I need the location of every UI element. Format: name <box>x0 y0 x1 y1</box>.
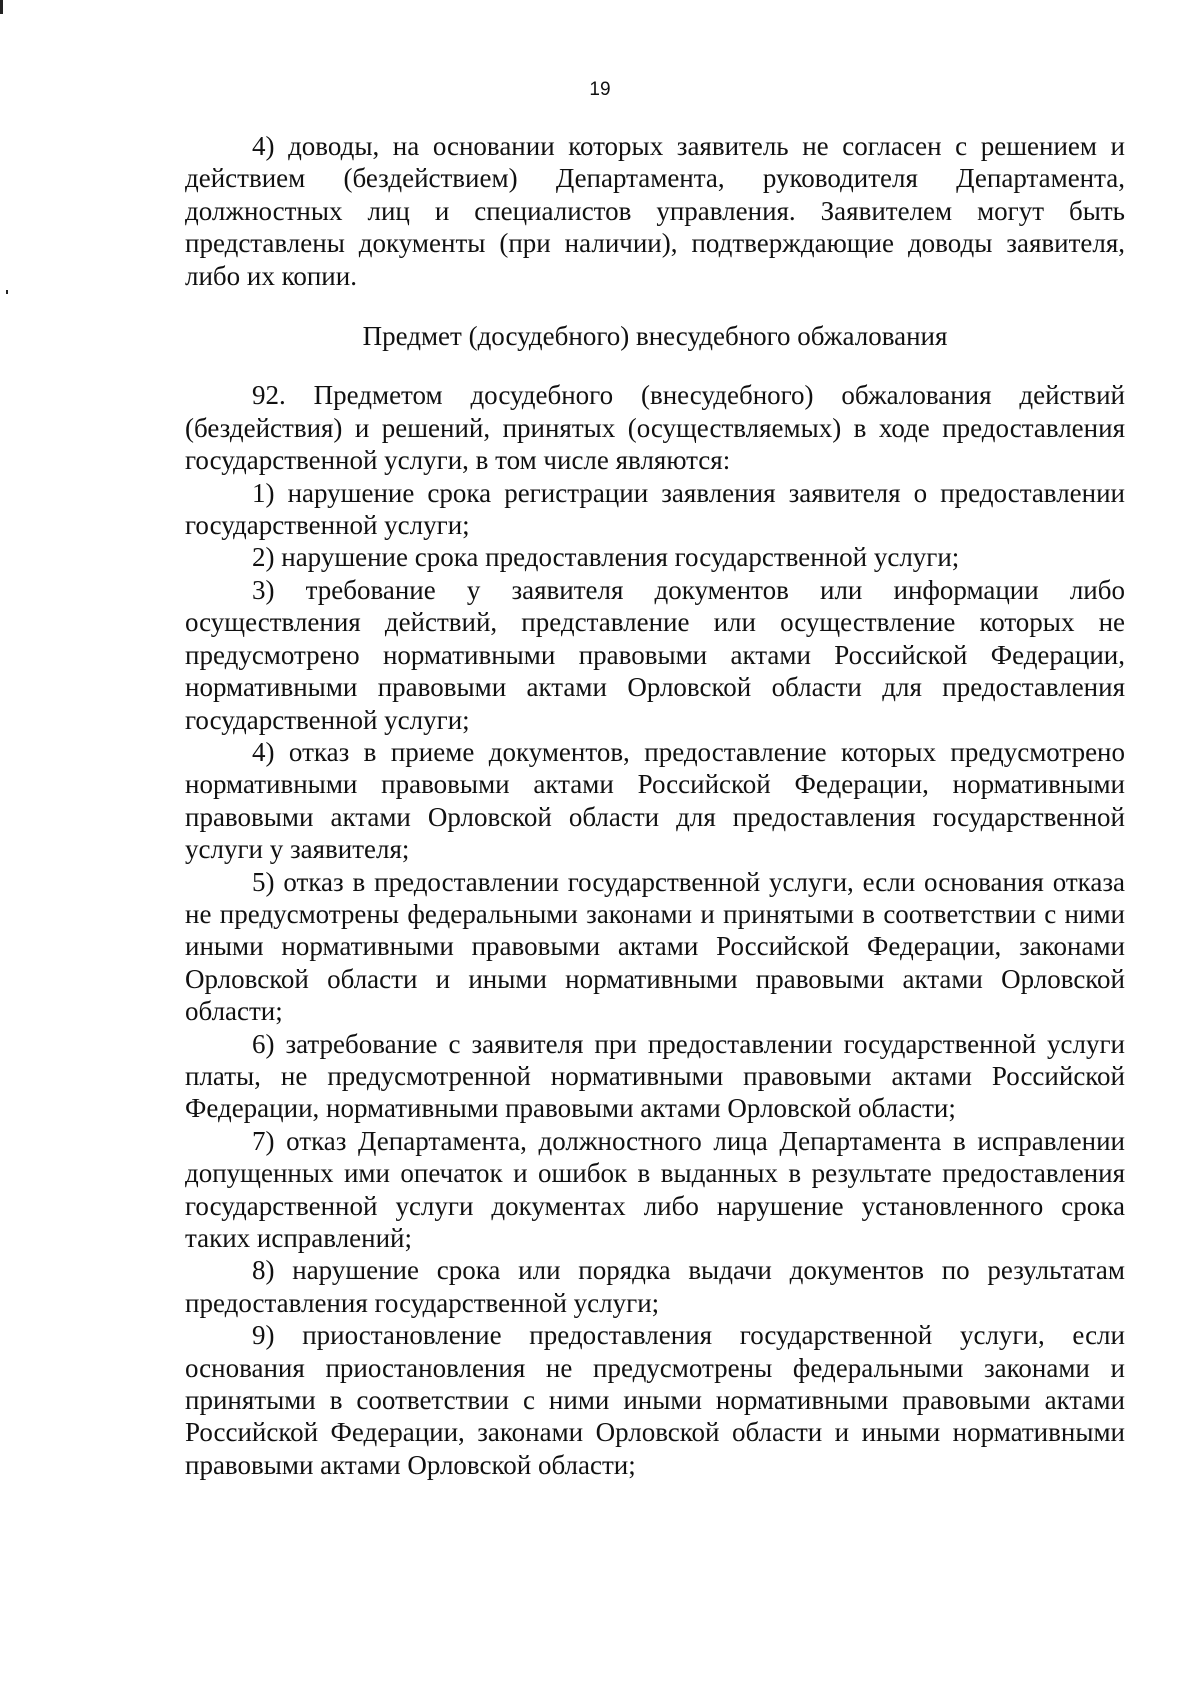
list-item-5: 5) отказ в предоставлении государственной услуги, если основания отказа не предусмотрены федеральными законами и принятыми в соответствии с ними иными нормативными правовыми актами Российской Федерации, законами Орловской области и иными нормативными правовыми актами Орловской области; <box>185 866 1125 1027</box>
list-item-3: 3) требование у заявителя документов или информации либо осуществления действий, представление или осуществление которых не предусмотрено нормативными правовыми актами Российской Федерации, нормативными правовыми актами Орловской области для предоставления государственной услуги; <box>185 574 1125 735</box>
list-item-9: 9) приостановление предоставления государственной услуги, если основания приостановления не предусмотрены федеральными законами и принятыми в соответствии с ними иными нормативными правовыми актами Российской Федерации, законами Орловской области и иными нормативными правовыми актами Орловской области; <box>185 1320 1125 1480</box>
page-number: 19 <box>589 79 611 100</box>
list-item-4: 4) отказ в приеме документов, предоставление которых предусмотрено нормативными правовыми актами Российской Федерации, нормативными правовыми актами Орловской области для предоставления государственной услуги у заявителя; <box>185 736 1125 865</box>
scan-artifact-mark <box>0 0 3 14</box>
document-body <box>185 130 1125 1481</box>
list-item-7: 7) отказ Департамента, должностного лица Департамента в исправлении допущенных ими опечаток и ошибок в выданных в результате предоставления государственной услуги документах либо нарушение установленного срока таких исправлений; <box>185 1125 1125 1253</box>
paragraph-92: 92. Предметом досудебного (внесудебного) обжалования действий (бездействия) и решений, принятых (осуществляемых) в ходе предоставления государственной услуги, в том числе являются: <box>185 380 1125 476</box>
list-item-8: 8) нарушение срока или порядка выдачи документов по результатам предоставления государственной услуги; <box>185 1255 1125 1318</box>
list-item-6: 6) затребование с заявителя при предоставлении государственной услуги платы, не предусмотренной нормативными правовыми актами Российской Федерации, нормативными правовыми актами Орловской области; <box>185 1028 1125 1124</box>
list-item-1: 1) нарушение срока регистрации заявления заявителя о предоставлении государственной услуги; <box>185 477 1125 541</box>
paragraph-item-4-arguments: 4) доводы, на основании которых заявитель не согласен с решением и действием (бездействием) Департамента, руководителя Департамента, должностных лиц и специалистов управления. Заявителем могут быть представлены документы (при наличии), подтверждающие доводы заявителя, либо их копии. <box>185 131 1125 291</box>
list-item-2: 2) нарушение срока предоставления государственной услуги; <box>252 542 960 573</box>
section-heading: Предмет (досудебного) внесудебного обжалования <box>362 321 948 352</box>
scan-artifact-dot <box>6 290 8 294</box>
